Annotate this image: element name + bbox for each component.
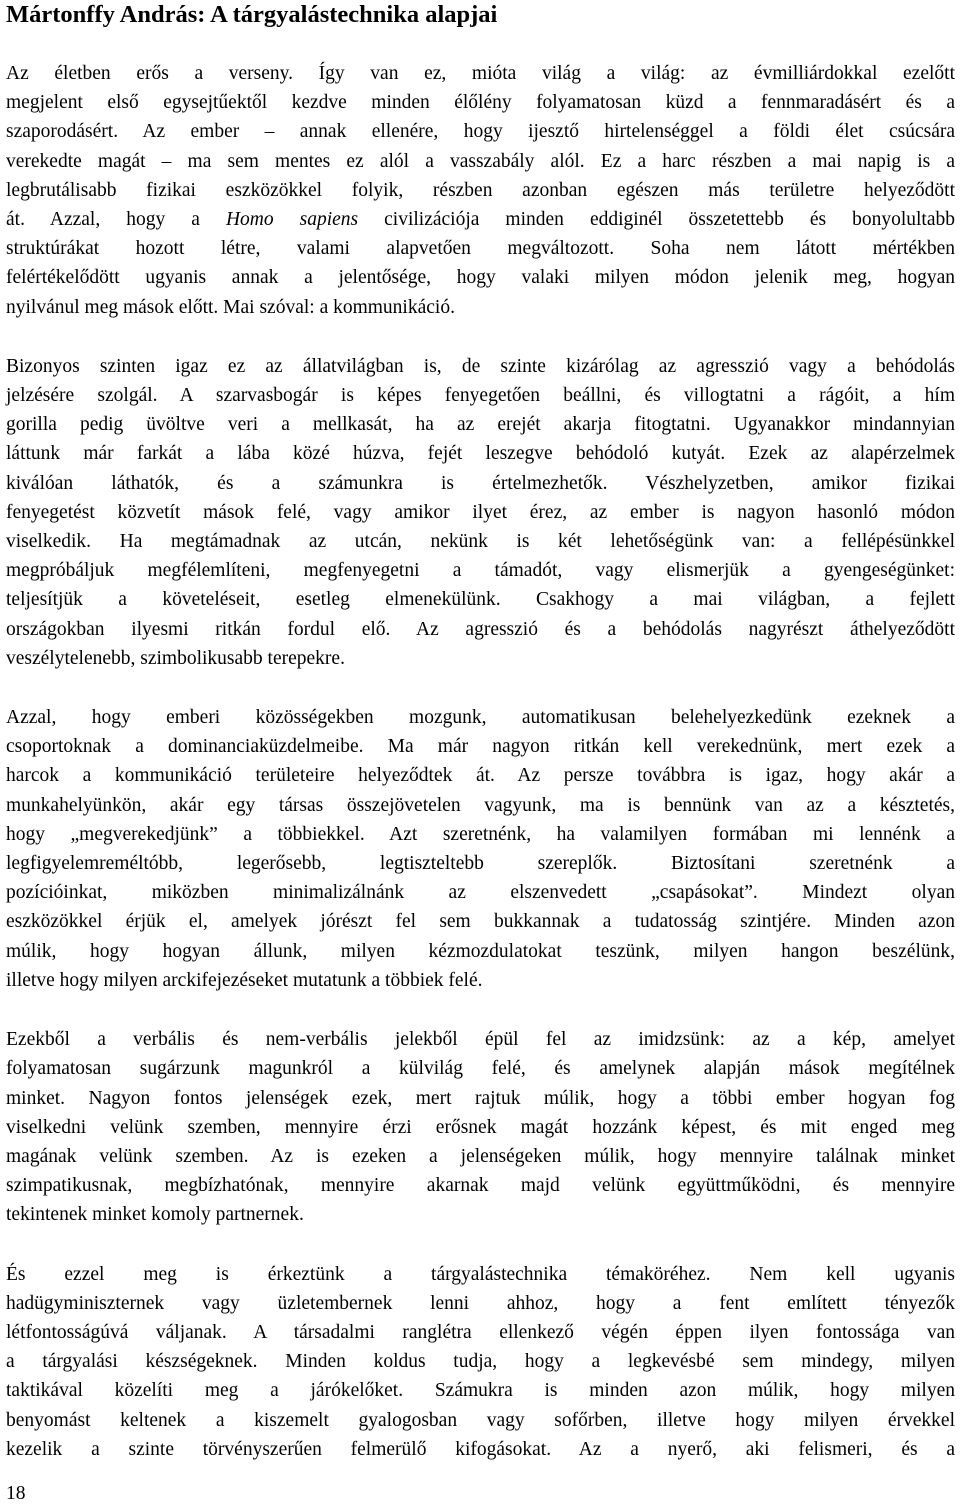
document-title: Mártonffy András: A tárgyalástechnika alapjai [6,1,498,28]
paragraph [6,59,955,322]
text-line: felértékelődött ugyanis annak a jelentősége, hogy valaki milyen módon jelenik meg, hogyan [6,267,955,289]
text-segment: civilizációja minden eddiginél összetettebb és bonyolultabb [358,209,955,231]
text-line: eszközökkel érjük el, amelyek jórészt fel sem bukkannak a tudatosság szintjére. Minden azon [6,911,955,933]
text-line: Ezekből a verbális és nem-verbális jelekből épül fel az imidzsünk: az a kép, amelyet [6,1029,955,1051]
text-line: viselkedik. Ha megtámadnak az utcán, nekünk is két lehetőségünk van: a fellépésünkkel [6,531,955,553]
text-line: viselkedni velünk szemben, mennyire érzi erősnek magát hozzánk képest, és mit enged meg [6,1116,955,1138]
text-line: Azzal, hogy emberi közösségekben mozgunk, automatikusan belehelyezkedünk ezeknek a [6,707,955,729]
text-line: struktúrákat hozott létre, valami alapvetően megváltozott. Soha nem látott mértékben [6,238,955,260]
text-line: fenyegetést közvetít mások felé, vagy amikor ilyet érez, az ember is nagyon hasonló módon [6,501,955,523]
text-line: hogy „megverekedjünk” a többiekkel. Azt szeretnénk, ha valamilyen formában mi lennénk a [6,823,955,845]
text-line: szimpatikusnak, megbízhatónak, mennyire akarnak majd velünk együttműködni, és mennyire [6,1175,955,1197]
text-line: Bizonyos szinten igaz ez az állatvilágban is, de szinte kizárólag az agresszió vagy a behódolás [6,355,955,377]
paragraph [6,1025,955,1229]
text-line: legfigyelemreméltóbb, legerősebb, legtiszteltebb szereplők. Biztosítani szeretnénk a [6,853,955,875]
text-line: hadügyminiszternek vagy üzletembernek lenni ahhoz, hogy a fent említett tényezők [6,1292,955,1314]
text-segment: át. Azzal, hogy a [6,209,226,231]
text-line: láttunk már farkát a lába közé húzva, fejét leszegve behódoló kutyát. Ezek az alapérzelmek [6,443,955,465]
text-line: teljesítjük a követeléseit, esetleg elmenekülünk. Csakhogy a mai világban, a fejlett [6,589,955,611]
text-line: pozícióinkat, miközben minimalizálnánk az elszenvedett „csapásokat”. Mindezt olyan [6,882,955,904]
text-line: benyomást keltenek a kiszemelt gyalogosban vagy sofőrben, illetve hogy milyen érvekkel [6,1409,955,1431]
document-body [6,59,955,1494]
text-line: gorilla pedig üvöltve veri a mellkasát, ha az erejét akarja fitogtatni. Ugyanakkor mindannyian [6,414,955,436]
text-line: Az életben erős a verseny. Így van ez, mióta világ a világ: az évmilliárdokkal ezelőtt [6,63,955,84]
text-line: csoportoknak a dominanciaküzdelmeibe. Ma már nagyon ritkán kell verekednünk, mert ezek a [6,736,955,758]
text-line: kezelik a szinte törvényszerűen felmerülő kifogásokat. Az a nyerő, aki felismeri, és a [6,1438,955,1460]
italic-term: Homo sapiens [225,209,359,231]
text-line: verekedte magát – ma sem mentes ez alól a vasszabály alól. Ez a harc részben a mai napig is a [6,150,955,172]
text-line: kiválóan láthatók, és a számunkra is értelmezhetők. Vészhelyzetben, amikor fizikai [6,472,955,494]
text-line: szaporodásért. Az ember – annak ellenére, hogy ijesztő hirtelenséggel a földi élet csúcsára [6,121,955,143]
text-line [6,205,955,234]
text-line: megjelent első egysejtűektől kezdve minden élőlény folyamatosan küzd a fennmaradásért és a [6,92,955,114]
text-line: minket. Nagyon fontos jelenségek ezek, mert rajtuk múlik, hogy a többi ember hogyan fog [6,1087,955,1109]
paragraph [6,352,955,673]
text-line: És ezzel meg is érkeztünk a tárgyalástechnika témaköréhez. Nem kell ugyanis [6,1263,955,1285]
text-line: a tárgyalási készségeknek. Minden koldus tudja, hogy a legkevésbé sem mindegy, milyen [6,1351,955,1373]
text-line: nyilvánul meg mások előtt. Mai szóval: a kommunikáció. [6,296,455,318]
text-line: országokban ilyesmi ritkán fordul elő. Az agresszió és a behódolás nagyrészt áthelyeződött [6,618,955,640]
text-line: folyamatosan sugárzunk magunkról a külvilág felé, és amelynek alapján mások megítélnek [6,1058,955,1080]
text-line: létfontosságúvá váljanak. A társadalmi ranglétra ellenkező végén éppen ilyen fontossága van [6,1321,955,1343]
text-line: illetve hogy milyen arckifejezéseket mutatunk a többiek felé. [6,969,483,991]
text-line: megpróbáljuk megfélemlíteni, megfenyegetni a támadót, vagy elismerjük a gyengeségünket: [6,560,955,582]
text-line: tekintenek minket komoly partnernek. [6,1204,304,1226]
text-line: legbrutálisabb fizikai eszközökkel folyik, részben azonban egészen más területre helyeződött [6,179,955,201]
text-line: múlik, hogy hogyan állunk, milyen kézmozdulatokat teszünk, milyen hangon beszélünk, [6,940,955,962]
text-line: munkahelyünkön, akár egy társas összejövetelen vagyunk, ma is bennünk van az a késztetés, [6,794,955,816]
page-number: 18 [6,1483,26,1504]
text-line: harcok a kommunikáció területeire helyeződtek át. Az persze továbbra is igaz, hogy akár a [6,765,955,787]
text-line: magának velünk szemben. Az is ezeken a jelenségeken múlik, hogy mennyire találnak minket [6,1145,955,1167]
paragraph [6,703,955,995]
paragraph [6,1260,955,1464]
text-line: jelzésére szolgál. A szarvasbogár is képes fenyegetően beállni, és villogtatni a rágóit, a hím [6,385,955,407]
text-line: veszélytelenebb, szimbolikusabb terepekre. [6,647,345,669]
text-line: taktikával közelíti meg a járókelőket. Számukra is minden azon múlik, hogy milyen [6,1380,955,1402]
